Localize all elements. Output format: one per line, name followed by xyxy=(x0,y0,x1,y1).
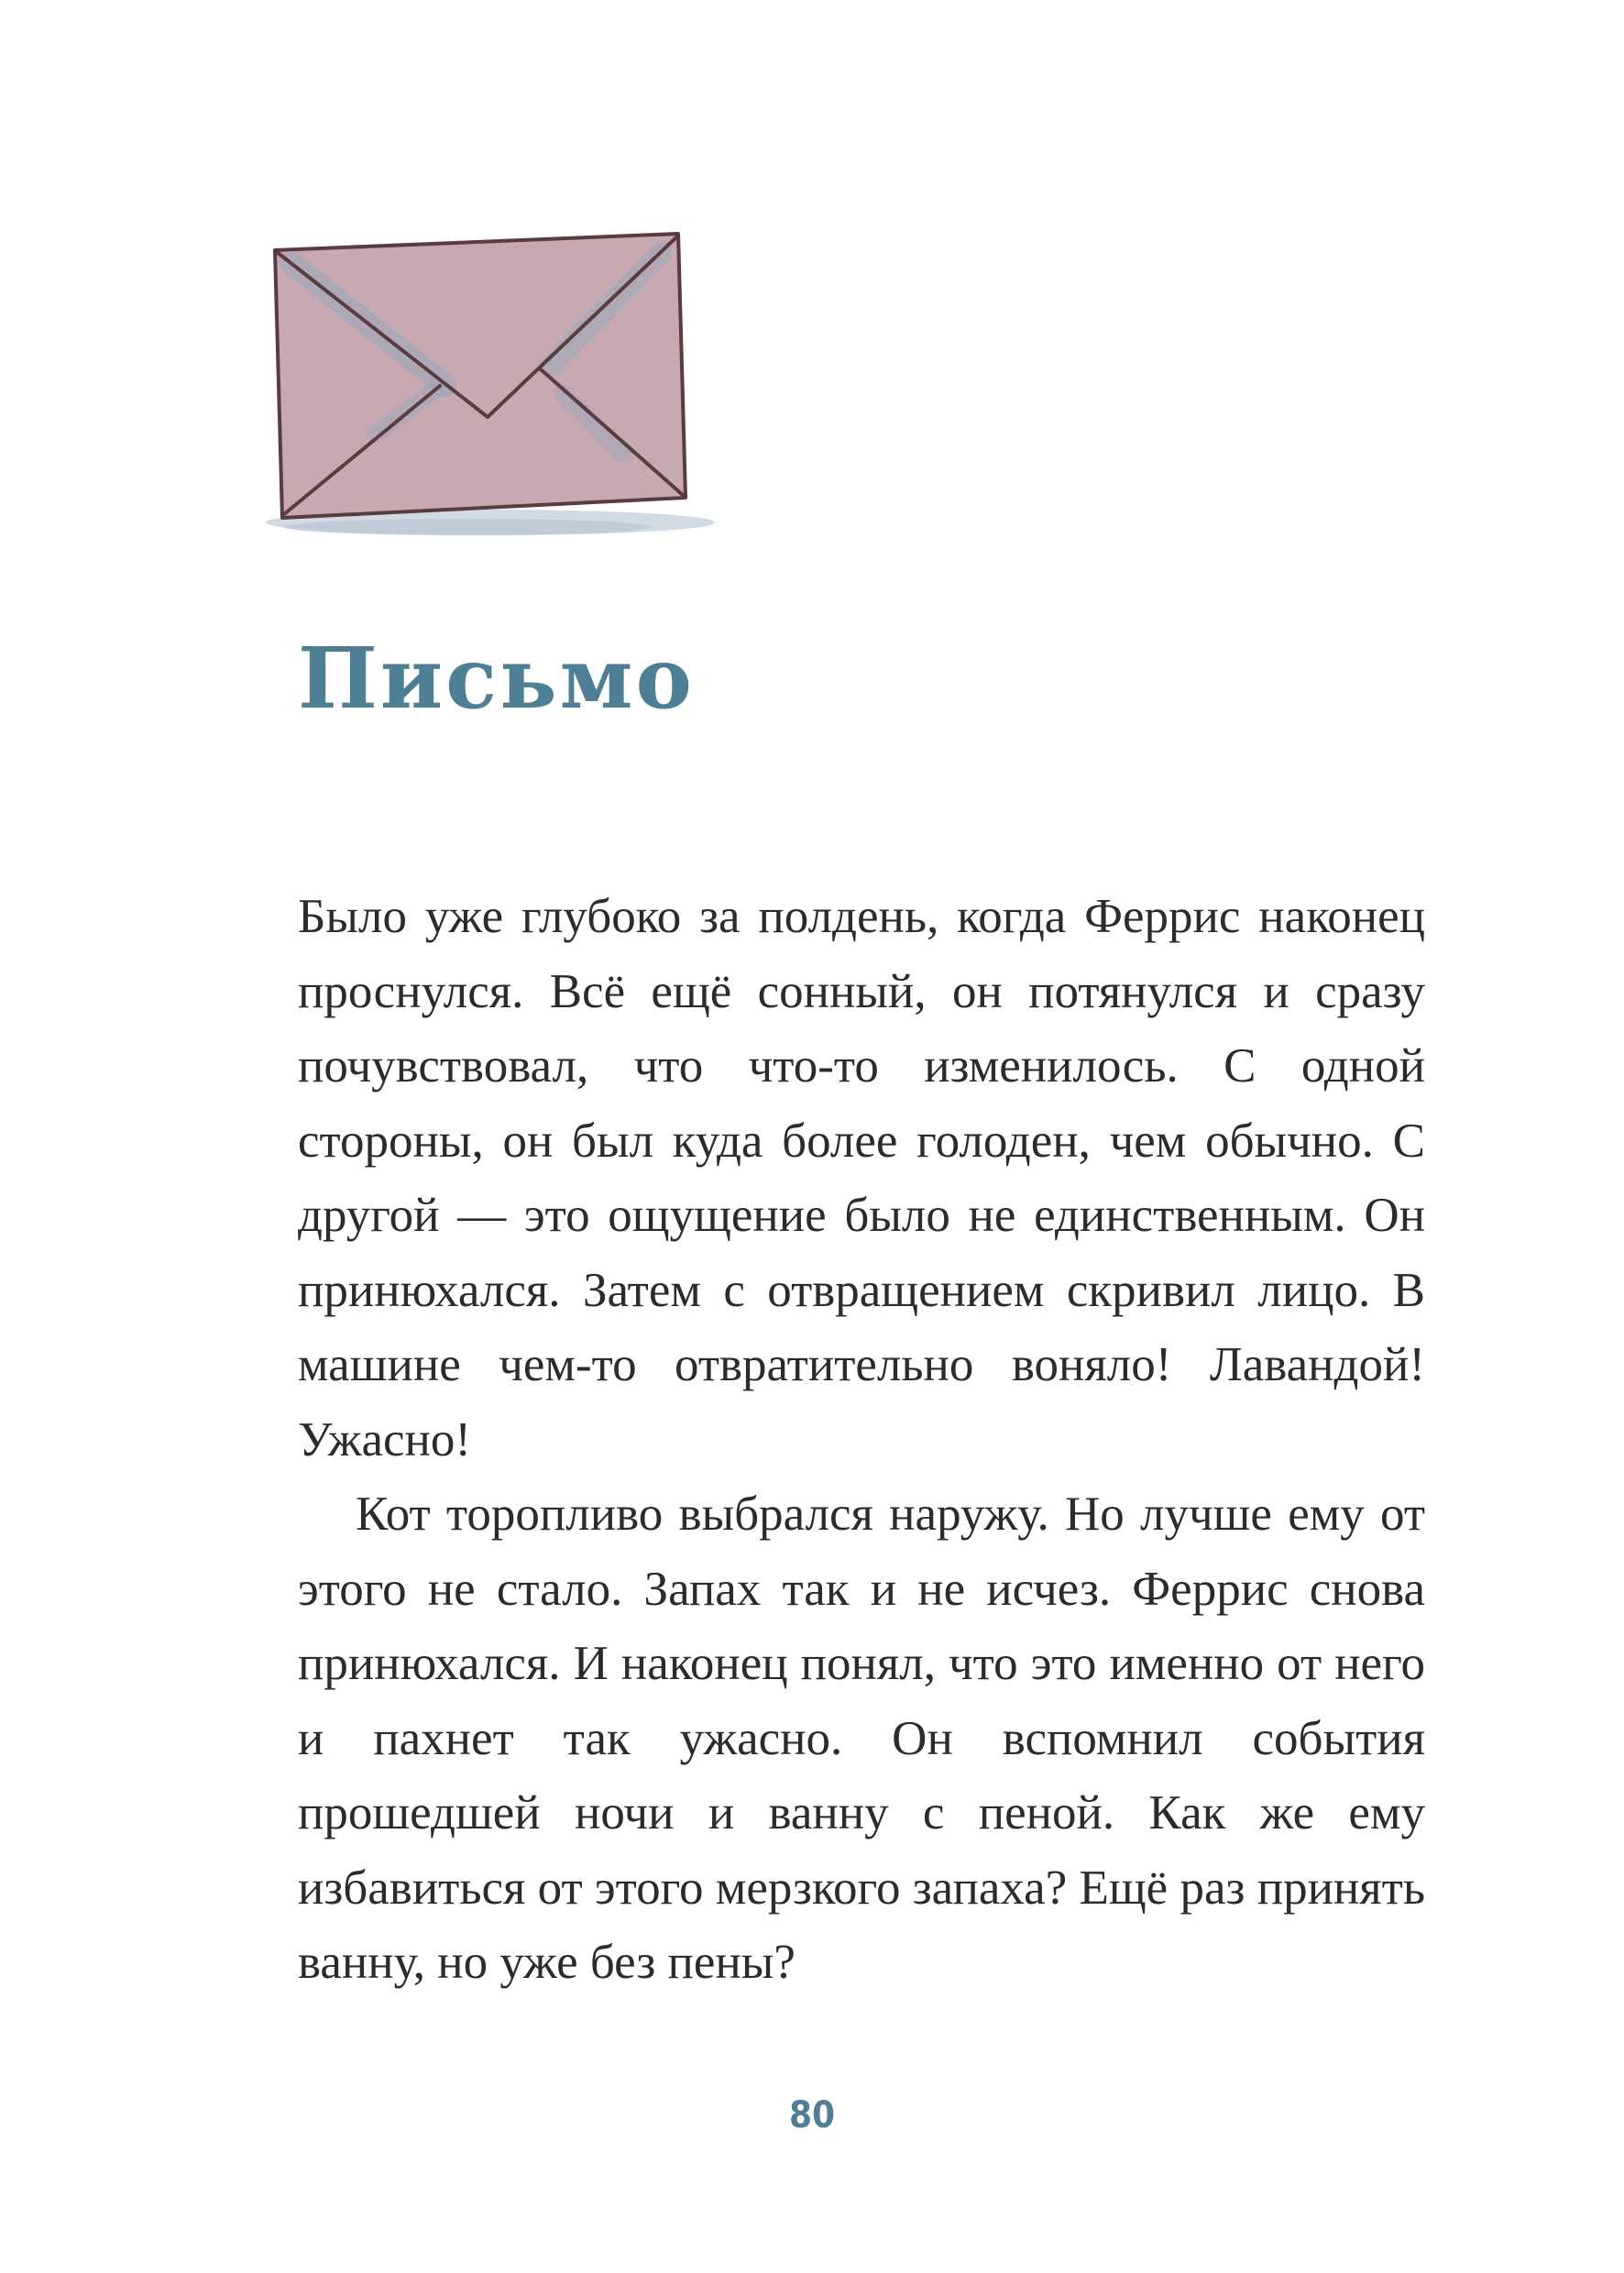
paragraph: Кот торопливо выбрался наружу. Но лучше ему от этого не стало. Запах так и не исчез. Феррис снова принюхался. И наконец понял, что это именно от него и пахнет так ужасно. Он вспомнил события прошедшей ночи и ванну с пеной. Как же ему избавиться от этого мерзкого запаха? Ещё раз принять ванну, но уже без пены? xyxy=(298,1488,1425,1989)
paragraph: Было уже глубоко за полдень, когда Феррис наконец проснулся. Всё ещё сонный, он потянулся и сразу почувствовал, что что-то изменилось. С одной стороны, он был куда более голоден, чем обычно. С другой — это ощущение было не единственным. Он принюхался. Затем с отвращением скривил лицо. В машине чем-то отвратительно воняло! Лавандой! Ужасно! xyxy=(298,890,1425,1466)
page-number: 80 xyxy=(788,2094,836,2136)
envelope-illustration xyxy=(247,206,724,550)
envelope-icon xyxy=(247,206,724,550)
body-text xyxy=(298,880,1425,2001)
chapter-title: Письмо xyxy=(298,629,695,728)
